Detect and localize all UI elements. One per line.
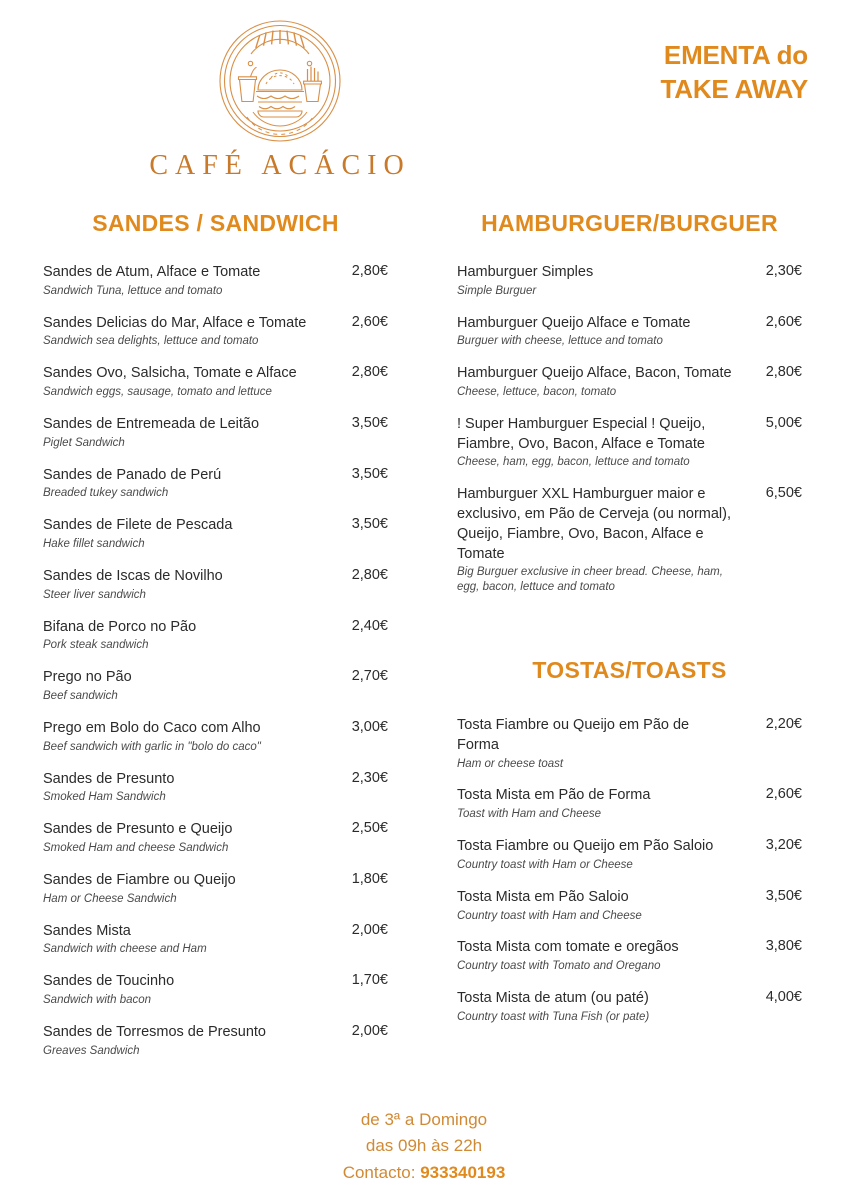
item-name: Hamburguer Queijo Alface, Bacon, Tomate [457, 365, 732, 382]
menu-item[interactable] [43, 871, 388, 907]
item-name: Tosta Mista de atum (ou paté) [457, 990, 649, 1007]
item-description: Beef sandwich with garlic in "bolo do caco" [43, 740, 261, 753]
item-price: 3,20€ [765, 837, 802, 854]
item-description: Country toast with Tomato and Oregano [457, 960, 661, 973]
item-name: Sandes Ovo, Salsicha, Tomate e Alface [43, 365, 297, 382]
brand-name: CAFÉ ACÁCIO [149, 150, 411, 181]
opening-days: de 3ª a Domingo [360, 1109, 488, 1129]
menu-item[interactable] [43, 770, 388, 806]
item-name: Bifana de Porco no Pão [43, 618, 197, 635]
item-description: Cheese, lettuce, bacon, tomato [457, 386, 617, 399]
item-price: 2,60€ [351, 313, 388, 330]
item-description: Pork steak sandwich [43, 639, 149, 652]
menu-item[interactable] [43, 263, 388, 299]
item-description: Greaves Sandwich [43, 1044, 140, 1057]
item-price: 2,40€ [351, 617, 388, 634]
section-hamburguer-and-tostas [457, 210, 802, 1040]
section-title-hamburguer: HAMBURGUER/BURGUER [481, 210, 778, 236]
item-description: Country toast with Tuna Fish (or pate) [457, 1010, 650, 1023]
take-away-line-2: TAKE AWAY [660, 74, 808, 105]
item-name: Sandes de Filete de Pescada [43, 517, 233, 534]
item-price: 2,60€ [765, 786, 802, 803]
hamburguer-item-list [457, 263, 802, 595]
item-name: Sandes de Atum, Alface e Tomate [43, 264, 261, 280]
menu-item[interactable] [43, 820, 388, 856]
menu-item[interactable] [43, 1023, 388, 1059]
item-price: 2,00€ [351, 921, 388, 938]
item-description: Ham or Cheese Sandwich [43, 892, 177, 905]
menu-item[interactable] [43, 415, 388, 451]
menu-item[interactable] [457, 837, 802, 873]
item-price: 2,80€ [351, 566, 388, 583]
item-price: 2,20€ [765, 716, 802, 733]
menu-item[interactable] [43, 618, 388, 654]
menu-item[interactable] [457, 415, 802, 470]
item-price: 3,50€ [351, 465, 388, 482]
section-tostas [457, 657, 802, 1025]
menu-item[interactable] [43, 719, 388, 755]
item-name: Sandes de Presunto e Queijo [43, 821, 233, 838]
item-name: Sandes de Torresmos de Presunto [43, 1023, 267, 1040]
item-price: 1,70€ [351, 972, 388, 989]
item-description: Simple Burguer [457, 284, 537, 297]
item-description: Sandwich eggs, sausage, tomato and lettuce [43, 386, 272, 399]
item-description: Burguer with cheese, lettuce and tomato [457, 335, 663, 348]
item-name: Hamburguer Queijo Alface e Tomate [457, 314, 691, 331]
item-description: Country toast with Ham and Cheese [457, 909, 642, 922]
item-name: ! Super Hamburguer Especial ! Queijo, Fiambre, Ovo, Bacon, Alface e Tomate [457, 415, 706, 452]
item-name: Tosta Mista em Pão de Forma [457, 787, 651, 804]
item-description: Steer liver sandwich [43, 588, 146, 601]
item-description: Big Burguer exclusive in cheer bread. Cheese, ham, egg, bacon, lettuce and tomato [457, 566, 723, 594]
item-description: Sandwich sea delights, lettuce and tomato [43, 335, 259, 348]
item-price: 6,50€ [765, 485, 802, 502]
menu-item[interactable] [457, 314, 802, 350]
contact-label: Contacto: [342, 1162, 416, 1182]
item-name: Sandes de Entremeada de Leitão [43, 415, 260, 432]
menu-item[interactable] [43, 466, 388, 502]
burger-emblem-icon [0, 18, 560, 144]
item-name: Sandes de Fiambre ou Queijo [43, 871, 236, 888]
menu-item[interactable] [43, 364, 388, 400]
item-price: 2,80€ [351, 364, 388, 381]
contact-number[interactable]: 933340193 [420, 1162, 506, 1182]
item-name: Tosta Mista com tomate e oregãos [457, 939, 679, 956]
item-name: Sandes de Iscas de Novilho [43, 567, 223, 584]
item-name: Tosta Mista em Pão Saloio [457, 888, 629, 905]
item-name: Sandes de Toucinho [43, 973, 175, 990]
item-description: Cheese, ham, egg, bacon, lettuce and tomato [457, 456, 690, 469]
item-price: 2,50€ [351, 820, 388, 837]
item-price: 3,50€ [765, 887, 802, 904]
item-description: Sandwich with bacon [43, 993, 152, 1006]
item-description: Breaded tukey sandwich [43, 487, 169, 500]
item-price: 3,50€ [351, 414, 388, 431]
menu-item[interactable] [457, 989, 802, 1025]
menu-item[interactable] [457, 485, 802, 595]
section-title-tostas: TOSTAS/TOASTS [532, 657, 727, 684]
menu-item[interactable] [43, 668, 388, 704]
item-description: Piglet Sandwich [43, 436, 125, 449]
menu-item[interactable] [43, 314, 388, 350]
section-title-sandes: SANDES / SANDWICH [92, 210, 339, 236]
menu-item[interactable] [457, 786, 802, 822]
item-price: 3,80€ [765, 938, 802, 955]
contact-line [0, 1160, 848, 1186]
sandes-item-list [43, 263, 388, 1059]
item-name: Prego no Pão [43, 669, 132, 686]
item-name: Prego em Bolo do Caco com Alho [43, 719, 261, 736]
menu-item[interactable] [457, 263, 802, 299]
section-sandes [43, 210, 388, 1074]
item-description: Smoked Ham Sandwich [43, 791, 166, 804]
item-price: 3,50€ [351, 516, 388, 533]
menu-item[interactable] [43, 922, 388, 958]
item-price: 2,30€ [765, 263, 802, 279]
menu-item[interactable] [43, 972, 388, 1008]
item-description: Hake fillet sandwich [43, 538, 145, 550]
item-name: Tosta Fiambre ou Queijo em Pão de Forma [457, 717, 690, 753]
item-price: 4,00€ [765, 989, 802, 1006]
page-footer [0, 1107, 848, 1186]
item-name: Hamburguer XXL Hamburguer maior e exclusivo, em Pão de Cerveja (ou normal), Queijo, Fiambre, Ovo, Bacon, Alface e Tomate [457, 486, 732, 562]
menu-item[interactable] [43, 567, 388, 603]
page-header [0, 0, 848, 210]
item-name: Sandes Delicias do Mar, Alface e Tomate [43, 314, 307, 331]
item-price: 5,00€ [765, 414, 802, 431]
menu-item[interactable] [457, 938, 802, 974]
item-description: Smoked Ham and cheese Sandwich [43, 841, 229, 854]
menu-item[interactable] [43, 516, 388, 552]
menu-item[interactable] [457, 364, 802, 400]
item-price: 2,00€ [351, 1022, 388, 1039]
item-description: Sandwich Tuna, lettuce and tomato [43, 284, 223, 297]
item-name: Sandes de Panado de Perú [43, 466, 222, 483]
item-description: Ham or cheese toast [457, 757, 564, 770]
item-price: 3,00€ [351, 718, 388, 735]
take-away-line-1: EMENTA do [663, 40, 808, 70]
item-price: 1,80€ [351, 870, 388, 887]
item-description: Country toast with Ham or Cheese [457, 858, 633, 871]
item-price: 2,80€ [351, 263, 388, 279]
item-name: Sandes de Presunto [43, 770, 175, 787]
item-price: 2,30€ [351, 769, 388, 786]
item-description: Sandwich with cheese and Ham [43, 943, 207, 956]
opening-hours: das 09h às 22h [365, 1136, 483, 1156]
item-name: Tosta Fiambre ou Queijo em Pão Saloio [457, 838, 714, 855]
item-description: Toast with Ham and Cheese [457, 808, 602, 821]
brand-block [0, 18, 560, 182]
item-price: 2,70€ [351, 668, 388, 685]
item-price: 2,80€ [765, 364, 802, 381]
take-away-title [661, 38, 808, 107]
tostas-item-list [457, 716, 802, 1025]
menu-item[interactable] [457, 716, 802, 771]
item-description: Beef sandwich [43, 689, 118, 702]
item-name: Hamburguer Simples [457, 264, 594, 280]
menu-item[interactable] [457, 888, 802, 924]
item-price: 2,60€ [765, 313, 802, 330]
item-name: Sandes Mista [43, 922, 131, 939]
